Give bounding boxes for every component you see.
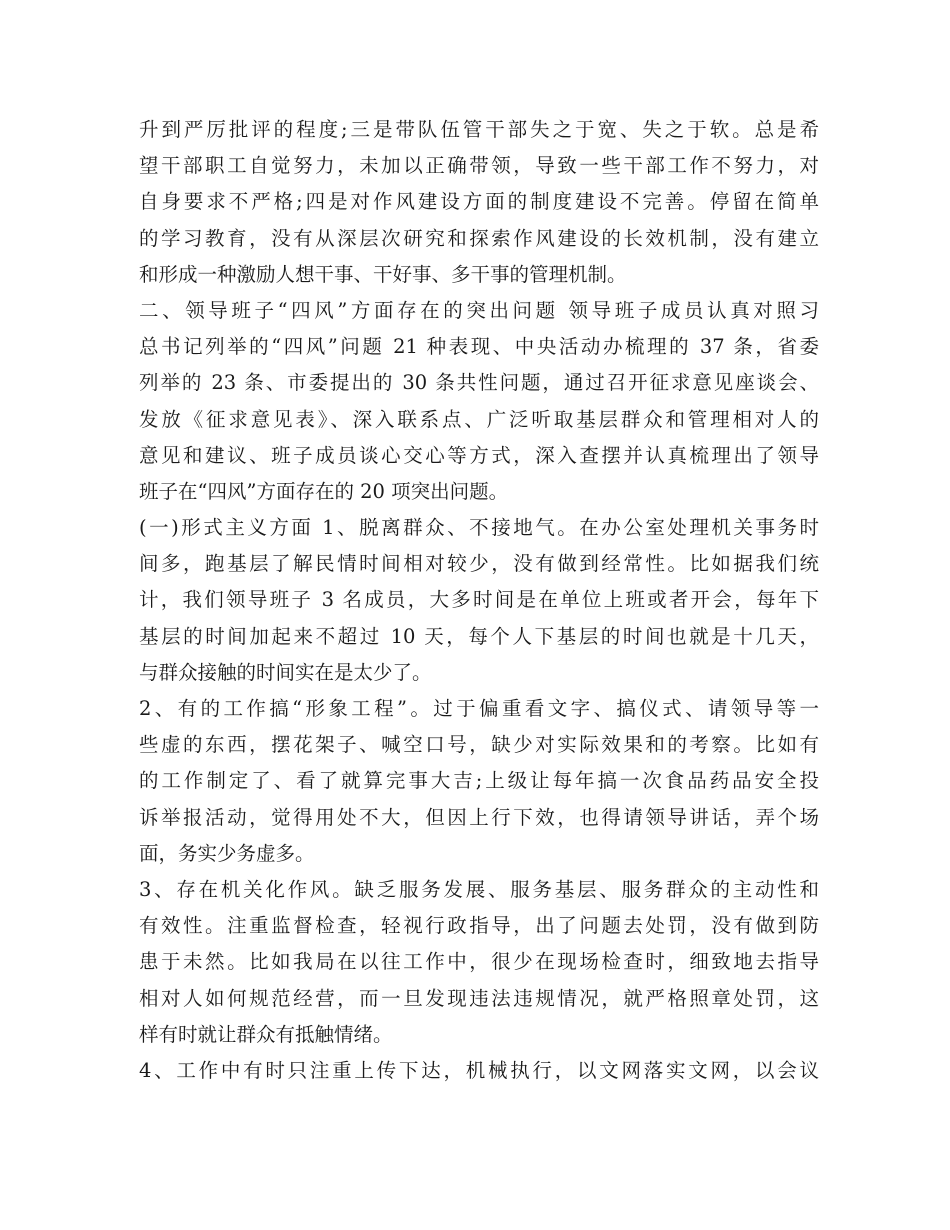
text-line: 总书记列举的“四风”问题 21 种表现、中央活动办梳理的 37 条，省委: [139, 335, 819, 359]
text-line: 班子在“四风”方面存在的 20 项突出问题。: [139, 479, 509, 503]
text-line: 望干部职工自觉努力，未加以正确带领，导致一些干部工作不努力，对: [139, 154, 819, 178]
text-line: 的学习教育，没有从深层次研究和探索作风建设的长效机制，没有建立: [139, 226, 819, 250]
text-line: (一)形式主义方面 1、脱离群众、不接地气。在办公室处理机关事务时: [139, 516, 819, 540]
text-line: 4、工作中有时只注重上传下达，机械执行，以文网落实文网，以会议: [139, 1058, 819, 1082]
text-line: 升到严厉批评的程度;三是带队伍管干部失之于宽、失之于软。总是希: [139, 118, 819, 141]
text-line: 样有时就让群众有抵触情绪。: [139, 1022, 393, 1046]
text-line: 患于未然。比如我局在以往工作中，很少在现场检查时，细致地去指导: [139, 950, 819, 974]
text-line: 诉举报活动，觉得用处不大，但因上行下效，也得请领导讲话，弄个场: [139, 805, 819, 829]
text-line: 列举的 23 条、市委提出的 30 条共性问题，通过召开征求意见座谈会、: [139, 371, 819, 395]
document-body: [139, 112, 819, 1089]
text-line: 基层的时间加起来不超过 10 天，每个人下基层的时间也就是十几天，: [139, 624, 819, 648]
text-line: 3、存在机关化作风。缺乏服务发展、服务基层、服务群众的主动性和: [139, 877, 819, 901]
text-line: 意见和建议、班子成员谈心交心等方式，深入查摆并认真梳理出了领导: [139, 443, 819, 467]
text-line: 计，我们领导班子 3 名成员，大多时间是在单位上班或者开会，每年下: [139, 588, 819, 612]
text-line: 和形成一种激励人想干事、干好事、多干事的管理机制。: [139, 262, 627, 286]
text-line: 间多，跑基层了解民情时间相对较少，没有做到经常性。比如据我们统: [139, 552, 819, 576]
text-line: 与群众接触的时间实在是太少了。: [139, 660, 432, 684]
text-line: 相对人如何规范经营，而一旦发现违法违规情况，就严格照章处罚，这: [139, 986, 819, 1010]
text-line: 些虚的东西，摆花架子、喊空口号，缺少对实际效果和的考察。比如有: [139, 733, 819, 757]
text-line: 有效性。注重监督检查，轻视行政指导，出了问题去处罚，没有做到防: [139, 914, 819, 938]
text-line: 发放《征求意见表》、深入联系点、广泛听取基层群众和管理相对人的: [139, 407, 819, 431]
text-line: 二、领导班子“四风”方面存在的突出问题 领导班子成员认真对照习: [139, 298, 819, 322]
text-line: 面，务实少务虚多。: [139, 841, 315, 865]
text-line: 2、有的工作搞“形象工程”。过于偏重看文字、搞仪式、请领导等一: [139, 697, 819, 720]
text-line: 的工作制定了、看了就算完事大吉;上级让每年搞一次食品药品安全投: [139, 769, 819, 793]
text-line: 自身要求不严格;四是对作风建设方面的制度建设不完善。停留在简单: [139, 190, 819, 214]
